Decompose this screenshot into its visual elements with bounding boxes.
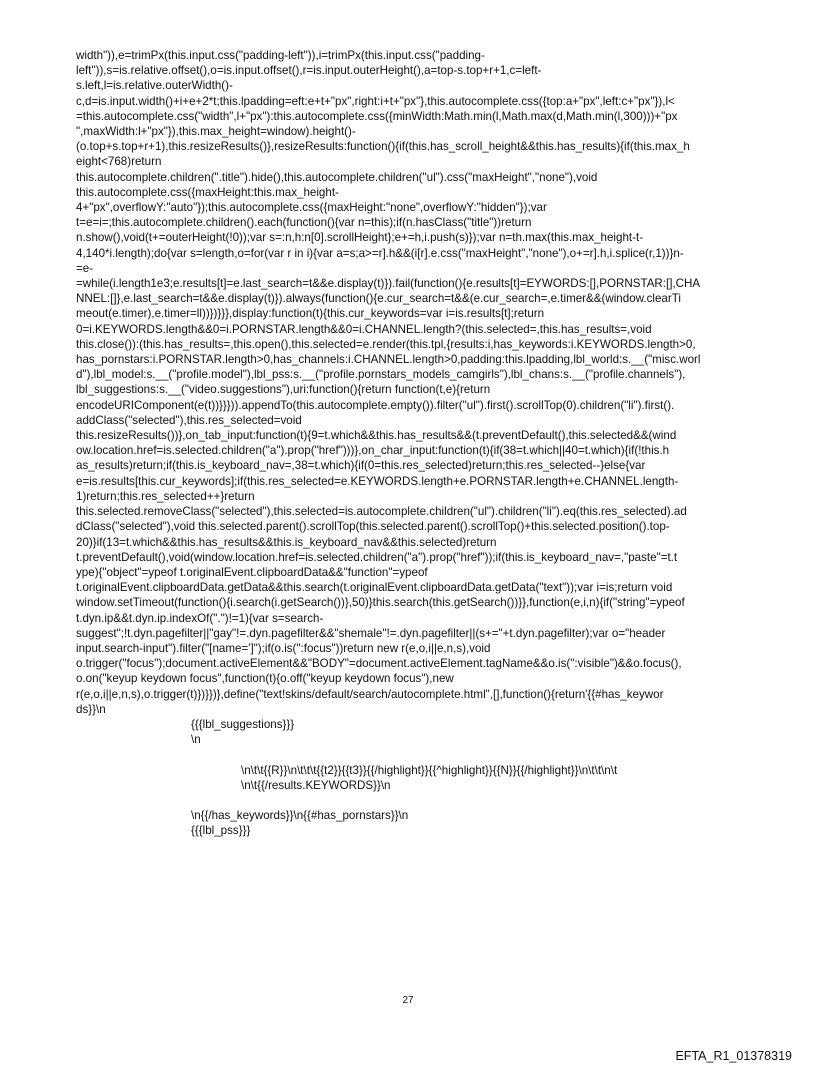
code-line: c,d=is.input.width()+i+e+2*t;this.lpadding=eft:e+t+"px",right:i+t+"px"},this.autocomplete.css({top:a+"px",left:c+"px"}),l< — [76, 94, 675, 108]
code-line: 0=i.KEYWORDS.length&&0=i.PORNSTAR.length&&0=i.CHANNEL.length?(this.selected=,this.has_results=,void — [76, 322, 652, 336]
code-line: width")),e=trimPx(this.input.css("padding-left")),i=trimPx(this.input.css("padding- — [76, 49, 485, 62]
code-line: meout(e.timer),e.timer=ll))})}}},display:function(t){this.cur_keywords=var i=is.results[t];return — [76, 307, 545, 321]
code-line: t.preventDefault(),void(window.location.href=is.selected.children("a").prop("href"));if(this.is_keyboard_nav=,"paste"=t.t — [76, 550, 678, 564]
code-line: \n\t{{/results.KEYWORDS}}\n — [241, 778, 391, 792]
code-line: e=is.results[this.cur_keywords];if(this.res_selected=e.KEYWORDS.length+e.PORNSTAR.length+e.CHANNEL.length- — [76, 474, 679, 488]
code-line: this.resizeResults())},on_tab_input:function(t){9=t.which&&this.has_results&&(t.preventDefault(),this.selected&&(wind — [76, 429, 677, 443]
code-line: NNEL:[]},e.last_search=t&&e.display(t)}).always(function(){e.cur_search=t&&(e.cur_search=,e.timer&&(window.clearTi — [76, 292, 681, 306]
code-line: addClass("selected"),this.res_selected=void — [76, 413, 302, 427]
code-line: this.autocomplete.children(".title").hide(),this.autocomplete.children("ul").css("maxHeight","none"),void — [76, 170, 598, 184]
code-line: t=e=i=;this.autocomplete.children().each(function(){var n=this);if(n.hasClass("title"))return — [76, 216, 532, 230]
code-line: input.search-input").filter("[name=']");if(o.is(":focus"))return new r(e,o,i||e,n,s),void — [76, 641, 491, 655]
code-line: (o.top+s.top+r+1),this.resizeResults()},resizeResults:function(){if(this.has_scroll_height&&this.has_results){if(this.max_h — [76, 140, 690, 154]
document-id: EFTA_R1_01378319 — [675, 1049, 792, 1063]
code-line: t.dyn.ip&&t.dyn.ip.indexOf(".")!=1){var s=search- — [76, 611, 324, 625]
code-line: encodeURIComponent(e(t))}}})).appendTo(this.autocomplete.empty()).filter("ul").first().scrollTop(0).children("li").first(). — [76, 398, 675, 412]
code-line: ow.location.href=is.selected.children("a").prop("href")))},on_char_input:function(t){if(38=t.which||40=t.which){if(!this.h — [76, 444, 670, 458]
code-line: 4+"px",overflowY:"auto"});this.autocomplete.css({maxHeight:"none",overflowY:"hidden"});var — [76, 201, 547, 215]
code-line: \n\t\t{{R}}\n\t\t\t{{t2}}{{t3}}{{/highlight}}{{^highlight}}{{N}}{{/highlight}}\n\t\t\n\t — [241, 763, 618, 777]
code-line: dClass("selected"),void this.selected.parent().scrollTop(this.selected.parent().scrollTop()+this.selected.position().top- — [76, 520, 670, 534]
code-line — [76, 747, 744, 762]
code-line: t.originalEvent.clipboardData.getData&&this.search(t.originalEvent.clipboardData.getData("text"));var i=is;return void — [76, 581, 673, 595]
code-text-body — [76, 48, 744, 839]
code-line: =this.autocomplete.css("width",l+"px"):this.autocomplete.css({minWidth:Math.min(l,Math.max(d,Math.min(l,300)))+"px — [76, 109, 678, 123]
code-line: \n — [191, 733, 201, 747]
code-line: s.left,l=is.relative.outerWidth()- — [76, 79, 233, 93]
code-line: ",maxWidth:l+"px"}),this.max_height=window).height()- — [76, 125, 356, 139]
code-line: has_pornstars:i.PORNSTAR.length>0,has_channels:i.CHANNEL.length>0,padding:this.lpadding,lbl_world:s.__("misc.worl — [76, 353, 701, 367]
code-line: =e- — [76, 261, 94, 275]
code-line: {{{lbl_suggestions}}} — [191, 717, 295, 731]
code-line: d"),lbl_model:s.__("profile.model"),lbl_pss:s.__("profile.pornstars_models_camgirls"),lbl_chans:s.__("profile.channels"), — [76, 368, 686, 382]
code-line: o.on("keyup keydown focus",function(t){o.off("keyup keydown focus"),new — [76, 672, 454, 686]
code-line: \n{{/has_keywords}}\n{{#has_pornstars}}\n — [191, 809, 409, 823]
code-line: lbl_suggestions:s.__("video.suggestions"),uri:function(){return function(t,e){return — [76, 383, 491, 397]
code-line: ds}}\n — [76, 702, 106, 716]
code-line: ype){"object"=ypeof t.originalEvent.clipboardData&&"function"=ypeof — [76, 565, 428, 579]
code-line: suggest";!t.dyn.pagefilter||"gay"!=.dyn.pagefilter&&"shemale"!=.dyn.pagefilter||(s+="+t.dyn.pagefilter);var o="header — [76, 626, 666, 640]
code-line: this.close()):(this.has_results=,this.open(),this.selected=e.render(this.tpl,{results:i,has_keywords:i.KEYWORDS.length>0, — [76, 337, 696, 351]
code-line: 4,140*i.length);do{var s=length,o=for(var r in i){var a=s;a>=r].h&&(i[r].e.css("maxHeight","none"),o+=r].h,i.splice(r,1))}n- — [76, 246, 684, 260]
code-line: window.setTimeout(function(){i.search(i.getSearch())},50)}this.search(this.getSearch())}},function(e,i,n){if("string"=ypeof — [76, 596, 685, 610]
code-line — [76, 793, 744, 808]
code-line: o.trigger("focus");document.activeElement&&"BODY"=document.activeElement.tagName&&o.is(":visible")&&o.focus(), — [76, 657, 682, 671]
code-line: 1)return;this.res_selected++}return — [76, 489, 255, 503]
page-number: 27 — [402, 995, 414, 1006]
code-line: as_results)return;if(this.is_keyboard_nav=,38=t.which){if(0=this.res_selected)return;this.res_selected--}else{var — [76, 459, 646, 473]
code-line: =while(i.length1e3;e.results[t]=e.last_search=t&&e.display(t)}).fail(function(){e.results[t]=EYWORDS:[],PORNSTAR:[],CHA — [76, 277, 701, 291]
code-line: this.autocomplete.css({maxHeight:this.max_height- — [76, 185, 339, 199]
code-line: {{{lbl_pss}}} — [191, 824, 251, 838]
code-line: n.show(),void(t+=outerHeight(!0));var s=:n,h:n[0].scrollHeight};e+=h,i.push(s)});var n=th.max(this.max_height-t- — [76, 231, 644, 245]
code-line: left")),s=is.relative.offset(),o=is.input.offset(),r=is.input.outerHeight(),a=top-s.top+r+1,c=left- — [76, 64, 542, 78]
code-line: 20)}if(13=t.which&&this.has_results&&this.is_keyboard_nav&&this.selected)return — [76, 535, 497, 549]
code-line: r(e,o,i||e,n,s),o.trigger(t)})}})},define("text!skins/default/search/autocomplete.html",[],function(){return'{{#has_keywor — [76, 687, 664, 701]
code-line: eight<768)return — [76, 155, 162, 169]
code-line: this.selected.removeClass("selected"),this.selected=is.autocomplete.children("ul").children("li").eq(this.res_selected).ad — [76, 505, 687, 519]
